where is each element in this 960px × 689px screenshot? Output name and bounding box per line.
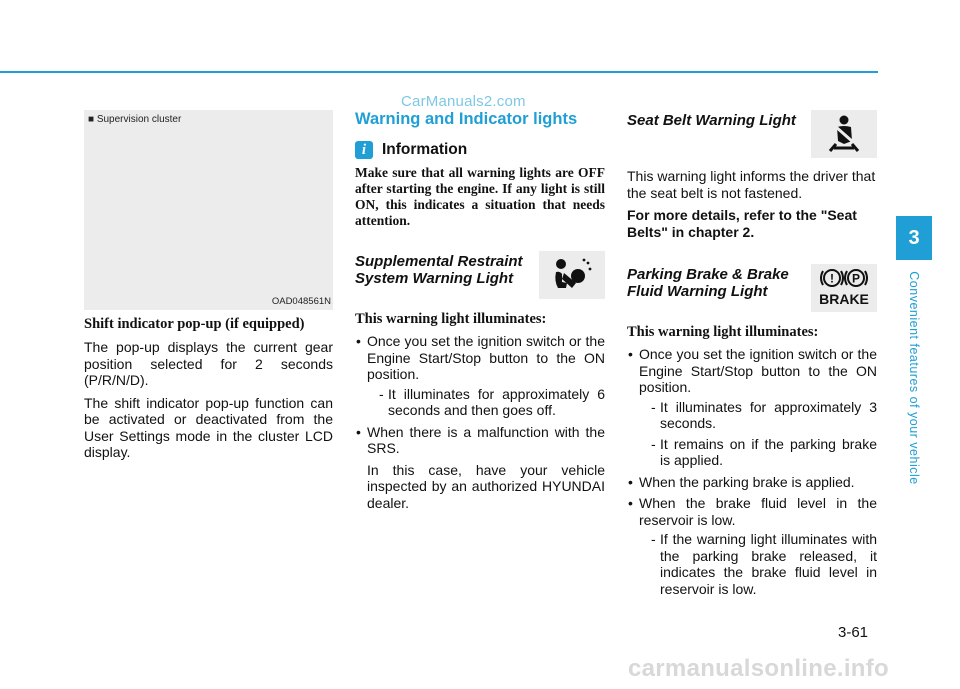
brake-word-glyph: BRAKE <box>819 291 869 307</box>
page-number: 3-61 <box>838 624 869 641</box>
list-item-text: When the parking brake is applied. <box>639 473 855 490</box>
brake-warning-title <box>627 264 789 300</box>
srs-title-line-1: Supplemental Restraint <box>355 253 523 270</box>
shift-indicator-paragraph-1: The pop-up displays the current gear position selected for 2 seconds (P/R/N/D). <box>84 339 333 388</box>
right-column <box>627 110 877 602</box>
srs-warning-title <box>355 251 523 287</box>
list-item <box>355 424 605 457</box>
brake-title-line-2: Fluid Warning Light <box>627 283 768 300</box>
middle-column <box>355 110 605 515</box>
watermark-top: CarManuals2.com <box>401 93 526 110</box>
list-subitem-text: It illuminates for approximately 3 seconds. <box>660 398 877 431</box>
list-subitem-text: It illuminates for approximately 6 seconds and then goes off. <box>388 385 605 418</box>
left-column <box>84 110 333 467</box>
shift-indicator-paragraph-2: The shift indicator pop-up function can be activated or deactivated from the User Settings mode in the cluster LCD display. <box>84 394 333 460</box>
brake-illuminates-heading: This warning light illuminates: <box>627 324 819 340</box>
information-header <box>355 141 605 159</box>
brake-warning-header <box>627 264 877 312</box>
info-icon: i <box>355 141 373 159</box>
list-item-text: When the brake fluid level in the reservoir is low. <box>639 495 877 528</box>
list-subitem <box>639 531 877 597</box>
srs-warning-header <box>355 251 605 299</box>
seat-belt-warning-icon <box>811 110 877 158</box>
seat-belt-paragraph: This warning light informs the driver that the seat belt is not fastened. <box>627 168 876 201</box>
brake-condition-list <box>627 346 877 597</box>
list-item <box>355 333 605 419</box>
srs-dealer-note: In this case, have your vehicle inspected by an authorized HYUNDAI dealer. <box>367 461 605 511</box>
brake-p-glyph: P <box>851 271 861 286</box>
top-rule <box>0 71 878 73</box>
dash-mark: - <box>651 531 656 547</box>
seat-belt-title: Seat Belt Warning Light <box>627 112 796 129</box>
seat-belt-reference: For more details, refer to the "Seat Belts" in chapter 2. <box>627 207 857 240</box>
list-item <box>627 474 877 491</box>
figure-code: OAD048561N <box>271 296 331 307</box>
list-item <box>627 495 877 597</box>
brake-exclaim-glyph: ! <box>830 271 834 286</box>
list-subitem-text: If the warning light illuminates with the parking brake released, it indicates the brake fluid level in reservoir is low. <box>660 531 877 597</box>
brake-title-line-1: Parking Brake & Brake <box>627 266 789 283</box>
list-subitem <box>639 436 877 469</box>
chapter-tab: 3 <box>896 216 932 260</box>
list-subitem-text: It remains on if the parking brake is applied. <box>660 435 877 468</box>
airbag-warning-icon <box>539 251 605 299</box>
watermark-bottom: carmanualsonline.info <box>628 655 890 682</box>
list-item-text: Once you set the ignition switch or the Engine Start/Stop button to the ON position. <box>367 333 605 382</box>
dash-mark: - <box>651 398 656 415</box>
srs-illuminates-heading: This warning light illuminates: <box>355 311 547 327</box>
dash-mark: - <box>651 435 656 452</box>
list-subitem <box>367 386 605 419</box>
information-label: Information <box>382 141 468 158</box>
chapter-title: Convenient features of your vehicle <box>907 271 921 485</box>
srs-title-line-2: System Warning Light <box>355 270 514 287</box>
cluster-figure <box>84 110 333 310</box>
figure-caption: ■ Supervision cluster <box>88 114 182 125</box>
list-subitem <box>639 399 877 432</box>
list-item-text: Once you set the ignition switch or the Engine Start/Stop button to the ON position. <box>639 346 877 395</box>
list-item-text: When there is a malfunction with the SRS. <box>367 423 605 456</box>
brake-warning-icon <box>811 264 877 312</box>
list-item <box>627 346 877 469</box>
dash-mark: - <box>379 385 384 402</box>
section-title: Warning and Indicator lights <box>355 110 578 128</box>
information-text: Make sure that all warning lights are OFF after starting the engine. If any light is still ON, this indicates a situation that needs attention. <box>355 165 605 228</box>
shift-indicator-heading: Shift indicator pop-up (if equipped) <box>84 316 305 332</box>
srs-condition-list <box>355 333 605 457</box>
seat-belt-header <box>627 110 877 158</box>
